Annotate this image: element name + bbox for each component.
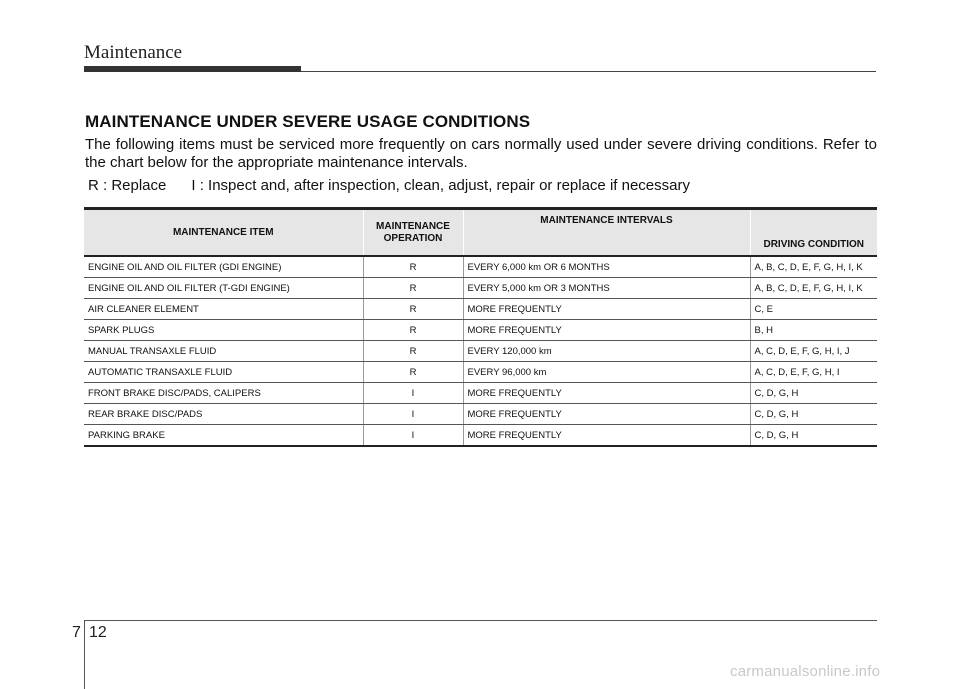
- cell-driving-condition: C, D, G, H: [750, 425, 877, 447]
- maintenance-table: [84, 207, 877, 447]
- cell-driving-condition: C, E: [750, 299, 877, 320]
- cell-maintenance-item: REAR BRAKE DISC/PADS: [84, 404, 363, 425]
- table-row: [84, 404, 877, 425]
- cell-driving-condition: A, B, C, D, E, F, G, H, I, K: [750, 278, 877, 299]
- cell-maintenance-item: AIR CLEANER ELEMENT: [84, 299, 363, 320]
- cell-interval: MORE FREQUENTLY: [463, 425, 750, 447]
- cell-operation: R: [363, 341, 463, 362]
- cell-operation: R: [363, 362, 463, 383]
- table-row: [84, 362, 877, 383]
- cell-interval: EVERY 6,000 km OR 6 MONTHS: [463, 256, 750, 278]
- cell-interval: MORE FREQUENTLY: [463, 404, 750, 425]
- cell-interval: EVERY 120,000 km: [463, 341, 750, 362]
- title-bar-accent: [84, 66, 301, 72]
- cell-driving-condition: C, D, G, H: [750, 404, 877, 425]
- cell-interval: MORE FREQUENTLY: [463, 320, 750, 341]
- table-row: [84, 425, 877, 447]
- cell-maintenance-item: FRONT BRAKE DISC/PADS, CALIPERS: [84, 383, 363, 404]
- cell-operation: R: [363, 256, 463, 278]
- cell-maintenance-item: ENGINE OIL AND OIL FILTER (T-GDI ENGINE): [84, 278, 363, 299]
- table-row: [84, 341, 877, 362]
- cell-operation: I: [363, 383, 463, 404]
- table-row: [84, 383, 877, 404]
- cell-driving-condition: A, B, C, D, E, F, G, H, I, K: [750, 256, 877, 278]
- footer-rule: [84, 620, 877, 621]
- cell-operation: I: [363, 425, 463, 447]
- cell-driving-condition: B, H: [750, 320, 877, 341]
- table-row: [84, 278, 877, 299]
- cell-maintenance-item: PARKING BRAKE: [84, 425, 363, 447]
- cell-maintenance-item: SPARK PLUGS: [84, 320, 363, 341]
- cell-operation: R: [363, 320, 463, 341]
- cell-interval: EVERY 96,000 km: [463, 362, 750, 383]
- cell-driving-condition: A, C, D, E, F, G, H, I: [750, 362, 877, 383]
- chapter-number: 7: [72, 624, 81, 641]
- watermark: carmanualsonline.info: [730, 663, 881, 680]
- table-row: [84, 299, 877, 320]
- cell-operation: I: [363, 404, 463, 425]
- intro-paragraph: The following items must be serviced more frequently on cars normally used under severe driving conditions. Refer to the chart below for the appropriate maintenance intervals.: [85, 136, 877, 171]
- page-number: 12: [89, 624, 107, 641]
- cell-interval: EVERY 5,000 km OR 3 MONTHS: [463, 278, 750, 299]
- cell-maintenance-item: ENGINE OIL AND OIL FILTER (GDI ENGINE): [84, 256, 363, 278]
- cell-driving-condition: C, D, G, H: [750, 383, 877, 404]
- cell-maintenance-item: AUTOMATIC TRANSAXLE FLUID: [84, 362, 363, 383]
- table-row: [84, 256, 877, 278]
- header-maintenance-intervals: MAINTENANCE INTERVALS: [463, 209, 750, 257]
- cell-maintenance-item: MANUAL TRANSAXLE FLUID: [84, 341, 363, 362]
- cell-interval: MORE FREQUENTLY: [463, 299, 750, 320]
- table-body: [84, 256, 877, 446]
- maintenance-table-container: [84, 207, 877, 447]
- header-driving-condition: DRIVING CONDITION: [750, 209, 877, 257]
- table-header-row: [84, 209, 877, 257]
- table-row: [84, 320, 877, 341]
- cell-driving-condition: A, C, D, E, F, G, H, I, J: [750, 341, 877, 362]
- legend-text: R : Replace I : Inspect and, after inspection, clean, adjust, repair or replace if necessary: [88, 177, 690, 194]
- title-rule: [301, 71, 876, 72]
- header-maintenance-operation: MAINTENANCE OPERATION: [363, 209, 463, 257]
- section-title: Maintenance: [84, 42, 183, 63]
- cell-operation: R: [363, 299, 463, 320]
- cell-operation: R: [363, 278, 463, 299]
- footer-divider: [84, 620, 85, 689]
- cell-interval: MORE FREQUENTLY: [463, 383, 750, 404]
- page-heading: MAINTENANCE UNDER SEVERE USAGE CONDITIONS: [85, 112, 531, 131]
- header-maintenance-item: MAINTENANCE ITEM: [84, 209, 363, 257]
